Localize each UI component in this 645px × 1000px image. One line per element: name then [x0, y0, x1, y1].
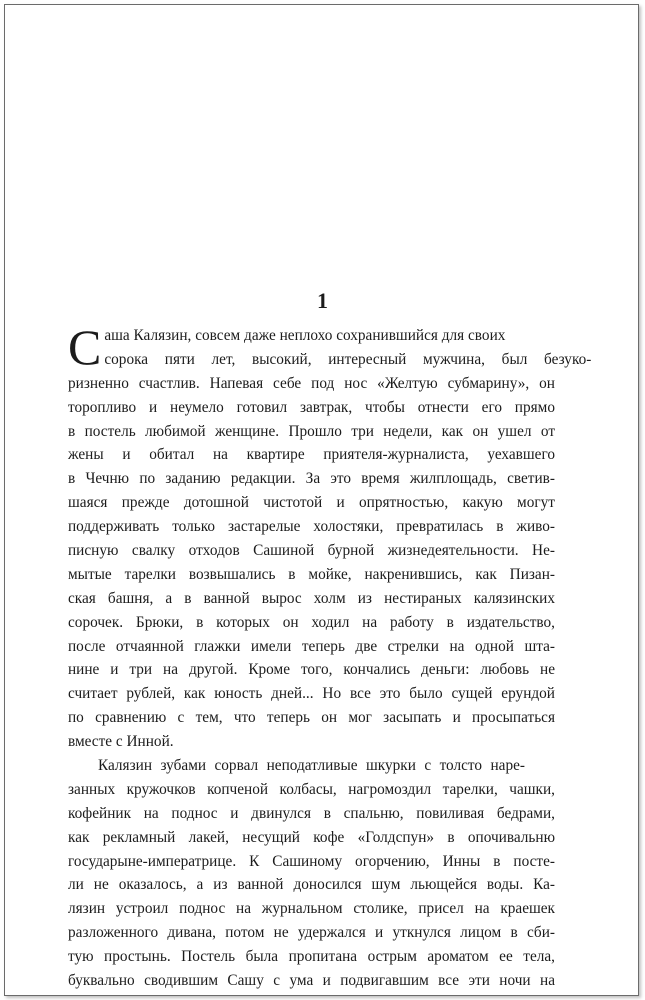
text-line: торопливо и неумело готовил завтрак, чтобы отнести его прямо: [68, 398, 555, 416]
text-line: вместе с Инной.: [68, 733, 174, 751]
chapter-number: 1: [317, 288, 328, 313]
text-line: разложенного дивана, потом не удержался и уткнулся лицом в сби-: [68, 924, 555, 942]
text-line: шаяся прежде дотошной чистотой и опрятностью, какую могут: [68, 494, 555, 512]
text-line: аша Калязин, совсем даже неплохо сохранившийся для своих: [104, 327, 506, 344]
text-line: считает рублей, как юность дней... Но все это было сущей ерундой: [68, 685, 555, 703]
text-line: ская башня, а в ванной вырос холм из нестираных калязинских: [68, 589, 555, 607]
text-line: по сравнению с тем, что теперь он мог засыпать и просыпаться: [68, 709, 555, 727]
text-line: сорочек. Брюки, в которых он ходил на работу в издательство,: [68, 613, 555, 631]
text-line: ли не оказалось, а из ванной доносился шум льющейся воды. Ка-: [68, 876, 555, 894]
text-line: государыне-императрице. К Сашиному огорчению, Инны в посте-: [68, 852, 555, 870]
text-line: как рекламный лакей, несущий кофе «Голдспун» в опочивальню: [68, 828, 555, 846]
drop-cap: С: [68, 319, 102, 375]
text-line: жены и обитал на квартире приятеля-журналиста, уехавшего: [68, 446, 555, 464]
text-line: сорока пяти лет, высокий, интересный мужчина, был безуко-: [104, 350, 592, 368]
text-line: после отчаянной глажки имели теперь две стрелки на одной шта-: [68, 637, 555, 655]
text-line: поддерживать только застарелые холостяки, превратилась в живо-: [68, 518, 555, 536]
text-line: нине и три на другой. Кроме того, кончались деньги: любовь не: [68, 661, 555, 679]
text-line: ризненно счастлив. Напевая себе под нос «Желтую субмарину», он: [68, 374, 555, 392]
text-line: в Чечню по заданию редакции. За это время жилплощадь, светив-: [68, 470, 555, 488]
text-line: в постель любимой женщине. Прошло три недели, как он ушел от: [68, 422, 555, 440]
text-line: буквально сводившим Сашу с ума и подвигавшим все эти ночи на: [68, 972, 555, 990]
text-line: писную свалку отходов Сашиной бурной жизнедеятельности. Не-: [68, 542, 555, 560]
text-line: кофейник на поднос и двинулся в спальню, повиливая бедрами,: [68, 804, 555, 822]
body-text: [68, 319, 592, 993]
text-line: лязин устроил поднос на журнальном столике, присел на краешек: [68, 900, 555, 918]
text-line: занных кружочков копченой колбасы, нагромоздил тарелки, чашки,: [68, 780, 555, 798]
text-line: мытые тарелки возвышались в мойке, накренившись, как Пизан-: [68, 565, 555, 583]
text-line: тую простынь. Постель была пропитана острым ароматом ее тела,: [68, 948, 555, 966]
text-line: Калязин зубами сорвал неподатливые шкурки с толсто наре-: [98, 757, 525, 775]
